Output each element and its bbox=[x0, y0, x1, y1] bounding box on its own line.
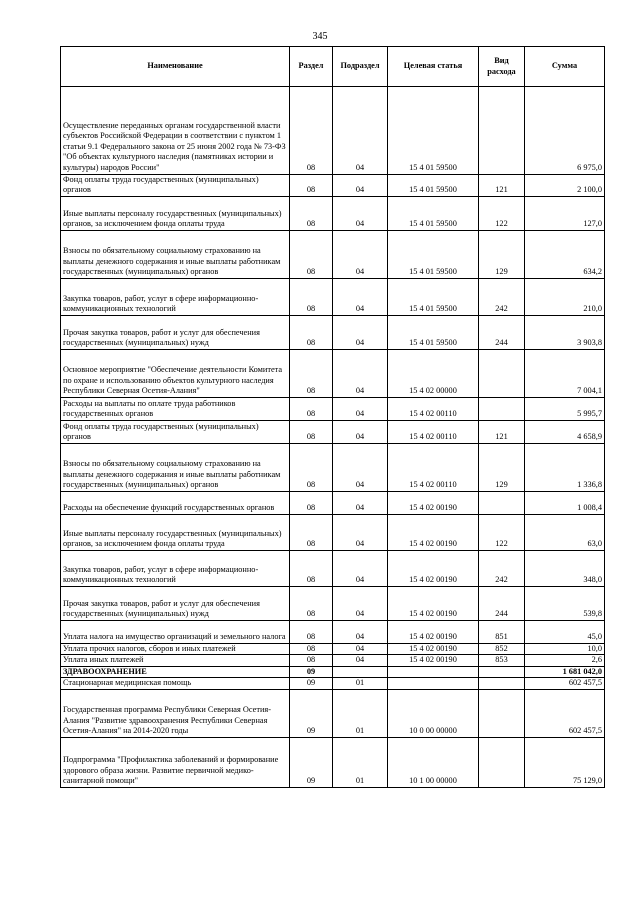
table-row bbox=[61, 643, 605, 655]
row-name: Фонд оплаты труда государственных (муниципальных) органов bbox=[61, 174, 290, 196]
row-subsection: 04 bbox=[333, 174, 388, 196]
row-section: 08 bbox=[290, 620, 333, 643]
row-sum: 2 100,0 bbox=[525, 174, 605, 196]
row-subsection: 04 bbox=[333, 91, 388, 174]
row-name: Расходы на обеспечение функций государственных органов bbox=[61, 491, 290, 514]
row-name: Расходы на выплаты по оплате труда работников государственных органов bbox=[61, 397, 290, 420]
row-name: Взносы по обязательному социальному страхованию на выплаты денежного содержания и иные выплаты работникам государственных (муниципальных) органов bbox=[61, 230, 290, 278]
row-section: 08 bbox=[290, 443, 333, 491]
row-section: 08 bbox=[290, 397, 333, 420]
row-subsection: 01 bbox=[333, 678, 388, 690]
row-subsection: 04 bbox=[333, 655, 388, 667]
row-section: 09 bbox=[290, 666, 333, 678]
row-target: 15 4 02 00190 bbox=[388, 620, 479, 643]
row-target: 15 4 01 59500 bbox=[388, 230, 479, 278]
row-subsection: 04 bbox=[333, 278, 388, 315]
row-section: 08 bbox=[290, 420, 333, 443]
row-subsection: 04 bbox=[333, 443, 388, 491]
table-row bbox=[61, 586, 605, 620]
row-section: 09 bbox=[290, 738, 333, 788]
row-subsection: 01 bbox=[333, 738, 388, 788]
header-type: Вид расхода bbox=[479, 47, 525, 87]
row-section: 08 bbox=[290, 278, 333, 315]
header-sum: Сумма bbox=[525, 47, 605, 87]
row-subsection: 04 bbox=[333, 643, 388, 655]
row-section: 08 bbox=[290, 174, 333, 196]
row-type bbox=[479, 690, 525, 738]
row-type bbox=[479, 666, 525, 678]
row-target: 15 4 01 59500 bbox=[388, 174, 479, 196]
row-name: Уплата прочих налогов, сборов и иных платежей bbox=[61, 643, 290, 655]
row-sum: 602 457,5 bbox=[525, 678, 605, 690]
budget-table bbox=[60, 46, 605, 788]
row-section: 08 bbox=[290, 514, 333, 550]
table-row bbox=[61, 349, 605, 397]
row-sum: 63,0 bbox=[525, 514, 605, 550]
row-type: 853 bbox=[479, 655, 525, 667]
row-sum: 539,8 bbox=[525, 586, 605, 620]
row-sum: 10,0 bbox=[525, 643, 605, 655]
row-type bbox=[479, 397, 525, 420]
row-name: Фонд оплаты труда государственных (муниципальных) органов bbox=[61, 420, 290, 443]
header-subsection: Подраздел bbox=[333, 47, 388, 87]
table-header-row bbox=[61, 47, 605, 87]
row-sum: 1 681 042,0 bbox=[525, 666, 605, 678]
row-target bbox=[388, 666, 479, 678]
row-subsection: 04 bbox=[333, 550, 388, 586]
row-sum: 602 457,5 bbox=[525, 690, 605, 738]
row-name: Иные выплаты персоналу государственных (муниципальных) органов, за исключением фонда оплаты труда bbox=[61, 514, 290, 550]
row-target: 15 4 02 00190 bbox=[388, 655, 479, 667]
row-type: 129 bbox=[479, 230, 525, 278]
row-section: 08 bbox=[290, 349, 333, 397]
table-row bbox=[61, 420, 605, 443]
row-sum: 5 995,7 bbox=[525, 397, 605, 420]
row-name: Стационарная медицинская помощь bbox=[61, 678, 290, 690]
row-sum: 1 008,4 bbox=[525, 491, 605, 514]
row-target: 15 4 02 00190 bbox=[388, 586, 479, 620]
row-section: 08 bbox=[290, 196, 333, 230]
row-subsection: 04 bbox=[333, 514, 388, 550]
page-number: 345 bbox=[312, 31, 328, 42]
row-subsection: 04 bbox=[333, 230, 388, 278]
row-sum: 75 129,0 bbox=[525, 738, 605, 788]
row-target: 15 4 02 00190 bbox=[388, 643, 479, 655]
row-target: 15 4 02 00190 bbox=[388, 491, 479, 514]
row-name: Взносы по обязательному социальному страхованию на выплаты денежного содержания и иные выплаты работникам государственных (муниципальных) органов bbox=[61, 443, 290, 491]
table-row bbox=[61, 91, 605, 174]
row-name: Закупка товаров, работ, услуг в сфере информационно-коммуникационных технологий bbox=[61, 278, 290, 315]
row-type: 852 bbox=[479, 643, 525, 655]
row-name: Уплата иных платежей bbox=[61, 655, 290, 667]
header-name: Наименование bbox=[61, 47, 290, 87]
row-subsection: 04 bbox=[333, 196, 388, 230]
row-section: 08 bbox=[290, 586, 333, 620]
row-subsection bbox=[333, 666, 388, 678]
table-row bbox=[61, 278, 605, 315]
row-section: 08 bbox=[290, 230, 333, 278]
row-target: 15 4 02 00110 bbox=[388, 397, 479, 420]
row-target: 15 4 01 59500 bbox=[388, 196, 479, 230]
row-section: 08 bbox=[290, 643, 333, 655]
row-name: Прочая закупка товаров, работ и услуг для обеспечения государственных (муниципальных) нужд bbox=[61, 586, 290, 620]
row-sum: 210,0 bbox=[525, 278, 605, 315]
row-target: 15 4 02 00000 bbox=[388, 349, 479, 397]
row-section: 08 bbox=[290, 315, 333, 349]
row-type: 242 bbox=[479, 550, 525, 586]
row-subsection: 01 bbox=[333, 690, 388, 738]
row-sum: 4 658,9 bbox=[525, 420, 605, 443]
row-type bbox=[479, 91, 525, 174]
row-type: 122 bbox=[479, 196, 525, 230]
table-row bbox=[61, 174, 605, 196]
row-target: 15 4 02 00190 bbox=[388, 550, 479, 586]
row-sum: 3 903,8 bbox=[525, 315, 605, 349]
row-subsection: 04 bbox=[333, 349, 388, 397]
row-type: 244 bbox=[479, 586, 525, 620]
row-target: 15 4 02 00110 bbox=[388, 443, 479, 491]
header-target: Целевая статья bbox=[388, 47, 479, 87]
header-section: Раздел bbox=[290, 47, 333, 87]
row-name: Основное мероприятие "Обеспечение деятельности Комитета по охране и использованию объектов культурного наследия Республики Северная Осетия-Алания" bbox=[61, 349, 290, 397]
row-type bbox=[479, 678, 525, 690]
row-type bbox=[479, 491, 525, 514]
row-target: 15 4 02 00110 bbox=[388, 420, 479, 443]
row-sum: 6 975,0 bbox=[525, 91, 605, 174]
table-row bbox=[61, 443, 605, 491]
row-type: 129 bbox=[479, 443, 525, 491]
row-name: Иные выплаты персоналу государственных (муниципальных) органов, за исключением фонда оплаты труда bbox=[61, 196, 290, 230]
row-section: 08 bbox=[290, 655, 333, 667]
table-row-section-total bbox=[61, 666, 605, 678]
row-section: 08 bbox=[290, 491, 333, 514]
table-row bbox=[61, 196, 605, 230]
row-type: 851 bbox=[479, 620, 525, 643]
row-type: 122 bbox=[479, 514, 525, 550]
row-target: 15 4 01 59500 bbox=[388, 91, 479, 174]
row-sum: 7 004,1 bbox=[525, 349, 605, 397]
table-row bbox=[61, 690, 605, 738]
row-section: 08 bbox=[290, 550, 333, 586]
row-target: 15 4 01 59500 bbox=[388, 315, 479, 349]
row-subsection: 04 bbox=[333, 491, 388, 514]
row-target bbox=[388, 678, 479, 690]
table-row bbox=[61, 738, 605, 788]
table-row bbox=[61, 678, 605, 690]
table-row bbox=[61, 230, 605, 278]
row-sum: 45,0 bbox=[525, 620, 605, 643]
row-sum: 2,6 bbox=[525, 655, 605, 667]
row-name: Уплата налога на имущество организаций и земельного налога bbox=[61, 620, 290, 643]
table-row bbox=[61, 655, 605, 667]
row-name: Осуществление переданных органам государственной власти субъектов Российской Федерации в соответствии с пунктом 1 статьи 9.1 Федерального закона от 25 июня 2002 года № 73-ФЗ "Об объектах культурного наследия (памятниках истории и культуры) народов России" bbox=[61, 91, 290, 174]
row-type bbox=[479, 349, 525, 397]
row-name: Прочая закупка товаров, работ и услуг для обеспечения государственных (муниципальных) нужд bbox=[61, 315, 290, 349]
row-sum: 634,2 bbox=[525, 230, 605, 278]
row-target: 10 1 00 00000 bbox=[388, 738, 479, 788]
row-section: 09 bbox=[290, 690, 333, 738]
table-row bbox=[61, 620, 605, 643]
row-subsection: 04 bbox=[333, 397, 388, 420]
row-name: Подпрограмма "Профилактика заболеваний и формирование здорового образа жизни. Развитие первичной медико-санитарной помощи" bbox=[61, 738, 290, 788]
table-row bbox=[61, 550, 605, 586]
row-name: Государственная программа Республики Северная Осетия-Алания "Развитие здравоохранения Республики Северная Осетия-Алания" на 2014-2020 годы bbox=[61, 690, 290, 738]
row-subsection: 04 bbox=[333, 586, 388, 620]
table-row bbox=[61, 397, 605, 420]
row-subsection: 04 bbox=[333, 420, 388, 443]
row-section: 08 bbox=[290, 91, 333, 174]
row-target: 15 4 01 59500 bbox=[388, 278, 479, 315]
row-target: 15 4 02 00190 bbox=[388, 514, 479, 550]
row-name: ЗДРАВООХРАНЕНИЕ bbox=[61, 666, 290, 678]
row-sum: 1 336,8 bbox=[525, 443, 605, 491]
table-row bbox=[61, 514, 605, 550]
row-target: 10 0 00 00000 bbox=[388, 690, 479, 738]
row-section: 09 bbox=[290, 678, 333, 690]
table-row bbox=[61, 315, 605, 349]
row-subsection: 04 bbox=[333, 315, 388, 349]
row-sum: 348,0 bbox=[525, 550, 605, 586]
row-type: 121 bbox=[479, 174, 525, 196]
row-type: 242 bbox=[479, 278, 525, 315]
row-sum: 127,0 bbox=[525, 196, 605, 230]
row-type bbox=[479, 738, 525, 788]
table-row bbox=[61, 491, 605, 514]
row-name: Закупка товаров, работ, услуг в сфере информационно-коммуникационных технологий bbox=[61, 550, 290, 586]
row-type: 244 bbox=[479, 315, 525, 349]
row-type: 121 bbox=[479, 420, 525, 443]
row-subsection: 04 bbox=[333, 620, 388, 643]
